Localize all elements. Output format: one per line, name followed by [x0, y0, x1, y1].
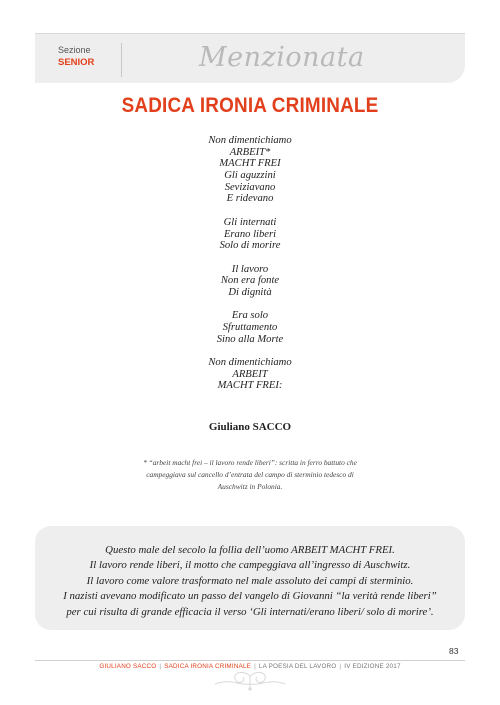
poem-line: MACHT FREI: [219, 158, 281, 170]
poem-line: Il lavoro: [231, 263, 269, 275]
footnote-line: Auschwitz in Polonia.: [217, 482, 283, 491]
author-name: Giuliano SACCO: [208, 421, 292, 433]
poem-line: Sfruttamento: [222, 322, 278, 333]
poem-line: Solo di morire: [219, 240, 281, 252]
footer-divider: [35, 660, 465, 661]
comment-line: Questo male del secolo la follia dell’uomo ARBEIT MACHT FREI.: [105, 544, 395, 556]
poem-line: Non dimentichiamo: [208, 357, 292, 369]
comment-line: I nazisti avevano modificato un passo del vangelo di Giovanni “la verità rende liberi”: [63, 590, 437, 603]
poem-stanza: [0, 135, 500, 205]
poem-line: Erano liberi: [223, 228, 277, 240]
poem-line: Seviziavano: [224, 181, 276, 193]
section-divider: [121, 43, 122, 77]
poem-line: ARBEIT*: [229, 146, 271, 158]
footnote-line: * “arbeit macht frei – il lavoro rende liberi”: scritta in ferro battuto che: [143, 458, 357, 467]
poem-line: Gli aguzzini: [224, 170, 276, 182]
poem-stanza: [0, 264, 500, 299]
comment-line: Il lavoro rende liberi, il motto che campeggiava all’ingresso di Auschwitz.: [89, 559, 411, 572]
award-label: Menzionata: [199, 42, 365, 73]
poem-title: SADICA IRONIA CRIMINALE: [121, 94, 379, 117]
poem-line: Era solo: [231, 310, 269, 322]
footnote-line: campeggiava sul cancello d’entrata del campo di sterminio tedesco di: [146, 470, 354, 479]
poem-stanza: [0, 357, 500, 392]
poem-stanza: [0, 310, 500, 345]
section-value: SENIOR: [58, 57, 95, 68]
jury-comment: [35, 543, 465, 620]
poem-line: Non dimentichiamo: [208, 135, 292, 146]
poem-line: ARBEIT: [232, 368, 268, 380]
flourish-ornament-icon: [205, 670, 295, 694]
page-footer: GIULIANO SACCO | SADICA IRONIA CRIMINALE | LA POESIA DEL LAVORO | IV EDIZIONE 2017: [99, 663, 401, 670]
poem-line: Non era fonte: [220, 275, 280, 287]
footnote: [120, 457, 380, 493]
poem-line: Di dignità: [228, 286, 272, 298]
page-number: 83: [449, 646, 459, 656]
poem-stanza: [0, 217, 500, 252]
comment-line: per cui risulta di grande efficacia il verso ‘Gli internati/erano liberi/ solo di morire’.: [66, 605, 434, 618]
section-label: Sezione: [58, 45, 91, 55]
jury-comment-box: [35, 526, 465, 630]
footer-edition: IV EDIZIONE 2017: [344, 663, 401, 670]
poem-line: Sino alla Morte: [216, 333, 284, 345]
poem-line: Gli internati: [223, 216, 277, 228]
footer-author: GIULIANO SACCO: [99, 663, 157, 670]
footer-book: LA POESIA DEL LAVORO: [258, 663, 337, 670]
poem-body: [0, 135, 500, 404]
section-header: [35, 33, 465, 83]
footer-title: SADICA IRONIA CRIMINALE: [164, 663, 252, 670]
comment-line: Il lavoro come valore trasformato nel male assoluto dei campi di sterminio.: [86, 574, 414, 587]
poem-line: E ridevano: [226, 193, 274, 205]
poem-line: MACHT FREI:: [217, 380, 283, 392]
